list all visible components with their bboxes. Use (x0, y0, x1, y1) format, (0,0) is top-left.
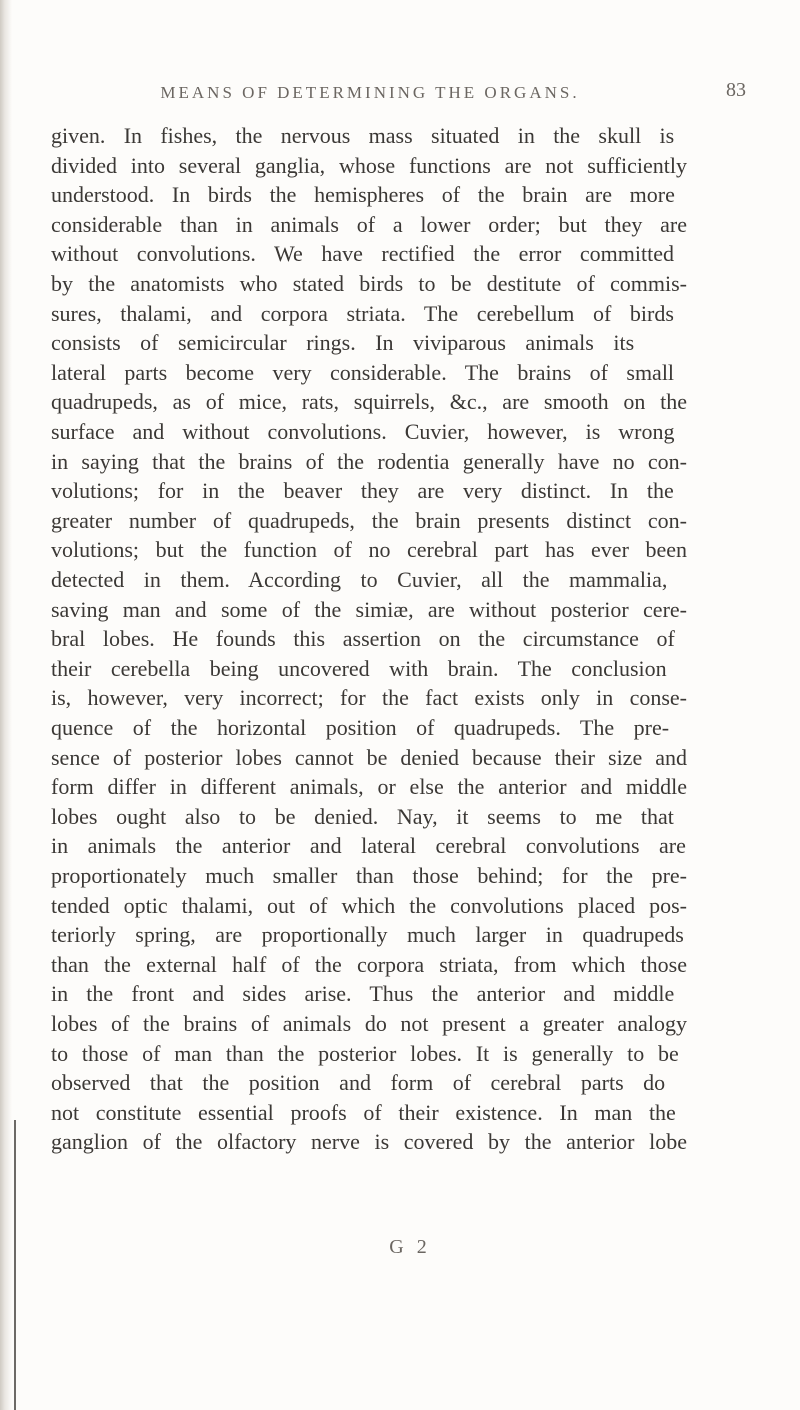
text-line: understood. In birds the hemispheres of the brain are more (51, 182, 675, 208)
margin-rule (14, 1120, 16, 1410)
text-line: not constitute essential proofs of their existence. In man the (51, 1099, 676, 1125)
text-line: without convolutions. We have rectified the error committed (51, 241, 674, 267)
text-line: lateral parts become very considerable. The brains of small (51, 359, 675, 385)
text-line: given. In fishes, the nervous mass situated in the skull is (51, 123, 675, 148)
text-line: volutions; but the function of no cerebral part has ever been (51, 537, 687, 563)
text-line: lobes of the brains of animals do not present a greater analogy (51, 1011, 687, 1036)
text-line: surface and without convolutions. Cuvier, however, is wrong (51, 419, 675, 444)
text-line: divided into several ganglia, whose functions are not sufficiently (51, 152, 687, 178)
text-line: their cerebella being uncovered with brain. The conclusion (51, 655, 667, 681)
text-line: ganglion of the olfactory nerve is covered by the anterior lobe (51, 1129, 687, 1155)
text-line: observed that the position and form of cerebral parts do (51, 1070, 666, 1096)
text-line: form differ in different animals, or else the anterior and middle (51, 774, 687, 800)
text-line: in the front and sides arise. Thus the anterior and middle (51, 981, 675, 1007)
text-line: to those of man than the posterior lobes. It is generally to be (51, 1040, 679, 1066)
text-line: is, however, very incorrect; for the fact exists only in conse- (51, 685, 687, 711)
signature-mark: G 2 (389, 1236, 431, 1258)
text-line: consists of semicircular rings. In viviparous animals its (51, 330, 635, 356)
page-number: 83 (726, 79, 746, 101)
text-line: than the external half of the corpora striata, from which those (51, 951, 687, 977)
text-line: sence of posterior lobes cannot be denied because their size and (51, 744, 687, 770)
text-line: quence of the horizontal position of quadrupeds. The pre- (51, 715, 670, 740)
text-line: tended optic thalami, out of which the convolutions placed pos- (51, 892, 687, 918)
text-line: quadrupeds, as of mice, rats, squirrels, &c., are smooth on the (51, 389, 687, 415)
text-line: detected in them. According to Cuvier, all the mammalia, (51, 567, 668, 592)
text-line: bral lobes. He founds this assertion on the circumstance of (51, 626, 675, 652)
text-line: proportionately much smaller than those behind; for the pre- (51, 863, 687, 888)
spine-shadow (0, 0, 12, 1410)
text-line: volutions; for in the beaver they are very distinct. In the (51, 478, 674, 504)
text-line: teriorly spring, are proportionally much larger in quadrupeds (51, 922, 684, 948)
text-line: sures, thalami, and corpora striata. The cerebellum of birds (51, 300, 674, 326)
text-line: greater number of quadrupeds, the brain presents distinct con- (51, 507, 687, 533)
text-line: saving man and some of the simiæ, are without posterior cere- (51, 596, 687, 622)
text-line: in saying that the brains of the rodentia generally have no con- (51, 448, 687, 474)
text-line: lobes ought also to be denied. Nay, it seems to me that (51, 803, 674, 829)
text-line: in animals the anterior and lateral cerebral convolutions are (51, 833, 686, 859)
text-line: by the anatomists who stated birds to be destitute of commis- (51, 271, 687, 296)
running-head: MEANS OF DETERMINING THE ORGANS. (160, 83, 580, 102)
text-line: considerable than in animals of a lower order; but they are (51, 211, 687, 237)
